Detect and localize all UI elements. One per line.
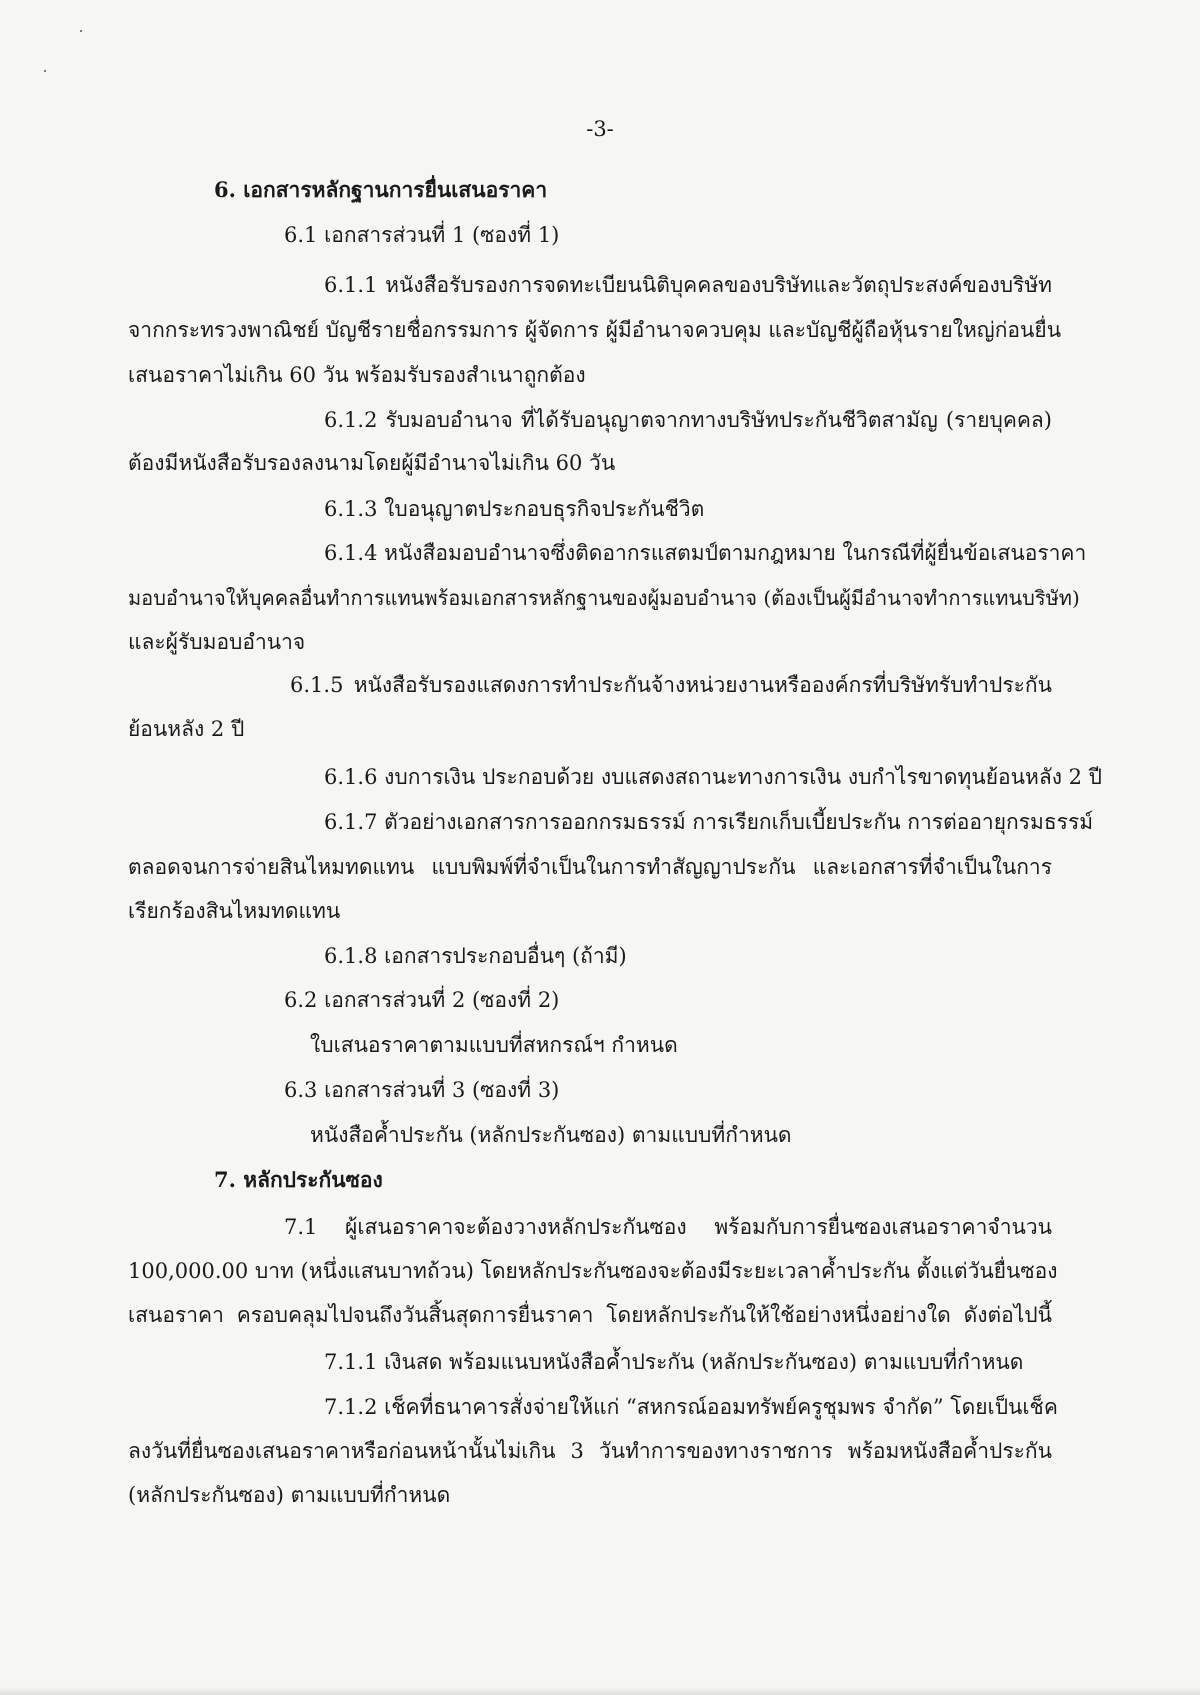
item-6-2: 6.2 เอกสารส่วนที่ 2 (ซองที่ 2) xyxy=(284,988,560,1012)
section-7-heading: 7. หลักประกันซอง xyxy=(214,1167,383,1192)
item-6-1-7-line2: ตลอดจนการจ่ายสินไหมทดแทน แบบพิมพ์ที่จำเป็นในการทำสัญญาประกัน และเอกสารที่จำเป็นในการ xyxy=(128,855,1052,879)
item-7-1-line1: 7.1 ผู้เสนอราคาจะต้องวางหลักประกันซอง พร้อมกับการยื่นซองเสนอราคาจำนวน xyxy=(284,1215,1052,1239)
item-6-1-4-line2: มอบอำนาจให้บุคคลอื่นทำการแทนพร้อมเอกสารหลักฐานของผู้มอบอำนาจ (ต้องเป็นผู้มีอำนาจทำการแทนบริษัท) xyxy=(128,586,1080,610)
scan-speck xyxy=(44,70,46,72)
item-7-1-line2: 100,000.00 บาท (หนึ่งแสนบาทถ้วน) โดยหลักประกันซองจะต้องมีระยะเวลาค้ำประกัน ตั้งแต่วันยื่นซอง xyxy=(128,1259,1058,1283)
item-6-1-2-line1: 6.1.2 รับมอบอำนาจ ที่ได้รับอนุญาตจากทางบริษัทประกันชีวิตสามัญ (รายบุคคล) xyxy=(324,408,1052,432)
item-6-1: 6.1 เอกสารส่วนที่ 1 (ซองที่ 1) xyxy=(284,223,560,247)
item-6-1-5-line1: 6.1.5 หนังสือรับรองแสดงการทำประกันจ้างหน่วยงานหรือองค์กรที่บริษัทรับทำประกัน xyxy=(290,673,1052,697)
scan-speck xyxy=(80,30,82,32)
item-6-1-6: 6.1.6 งบการเงิน ประกอบด้วย งบแสดงสถานะทางการเงิน งบกำไรขาดทุนย้อนหลัง 2 ปี xyxy=(324,765,1103,789)
item-6-2-detail: ใบเสนอราคาตามแบบที่สหกรณ์ฯ กำหนด xyxy=(310,1033,678,1057)
item-6-3-detail: หนังสือค้ำประกัน (หลักประกันซอง) ตามแบบที่กำหนด xyxy=(310,1123,792,1147)
item-6-1-4-line3: และผู้รับมอบอำนาจ xyxy=(128,630,306,654)
scan-edge xyxy=(0,1687,1200,1695)
item-7-1-2-line3: (หลักประกันซอง) ตามแบบที่กำหนด xyxy=(128,1483,451,1507)
item-6-1-3: 6.1.3 ใบอนุญาตประกอบธุรกิจประกันชีวิต xyxy=(324,497,705,521)
item-6-1-1-line2: จากกระทรวงพาณิชย์ บัญชีรายชื่อกรรมการ ผู้จัดการ ผู้มีอำนาจควบคุม และบัญชีผู้ถือหุ้นรายใหญ่ก่อนยื่น xyxy=(128,318,1062,342)
item-6-1-5-line2: ย้อนหลัง 2 ปี xyxy=(128,717,245,741)
item-6-1-1-line1: 6.1.1 หนังสือรับรองการจดทะเบียนนิติบุคคลของบริษัทและวัตถุประสงค์ของบริษัท xyxy=(324,273,1052,297)
item-6-1-2-line2: ต้องมีหนังสือรับรองลงนามโดยผู้มีอำนาจไม่เกิน 60 วัน xyxy=(128,451,616,475)
item-6-1-4-line1: 6.1.4 หนังสือมอบอำนาจซึ่งติดอากรแสตมป์ตามกฎหมาย ในกรณีที่ผู้ยื่นข้อเสนอราคา xyxy=(324,541,1087,565)
section-6-heading: 6. เอกสารหลักฐานการยื่นเสนอราคา xyxy=(214,177,548,202)
item-6-1-7-line1: 6.1.7 ตัวอย่างเอกสารการออกกรมธรรม์ การเรียกเก็บเบี้ยประกัน การต่ออายุกรมธรรม์ xyxy=(324,810,1094,834)
item-7-1-line3: เสนอราคา ครอบคลุมไปจนถึงวันสิ้นสุดการยื่นราคา โดยหลักประกันให้ใช้อย่างหนึ่งอย่างใด ดังต่อไปนี้ xyxy=(128,1303,1052,1327)
item-7-1-1: 7.1.1 เงินสด พร้อมแนบหนังสือค้ำประกัน (หลักประกันซอง) ตามแบบที่กำหนด xyxy=(324,1350,1024,1374)
item-6-1-8: 6.1.8 เอกสารประกอบอื่นๆ (ถ้ามี) xyxy=(324,944,627,968)
item-7-1-2-line1: 7.1.2 เช็คที่ธนาคารสั่งจ่ายให้แก่ “สหกรณ์ออมทรัพย์ครูชุมพร จำกัด” โดยเป็นเช็ค xyxy=(324,1395,1058,1419)
page-number: -3- xyxy=(586,117,614,141)
item-6-1-1-line3: เสนอราคาไม่เกิน 60 วัน พร้อมรับรองสำเนาถูกต้อง xyxy=(128,363,586,387)
item-7-1-2-line2: ลงวันที่ยื่นซองเสนอราคาหรือก่อนหน้านั้นไม่เกิน 3 วันทำการของทางราชการ พร้อมหนังสือค้ำประกัน xyxy=(128,1439,1052,1463)
item-6-3: 6.3 เอกสารส่วนที่ 3 (ซองที่ 3) xyxy=(284,1078,560,1102)
item-6-1-7-line3: เรียกร้องสินไหมทดแทน xyxy=(128,899,341,923)
